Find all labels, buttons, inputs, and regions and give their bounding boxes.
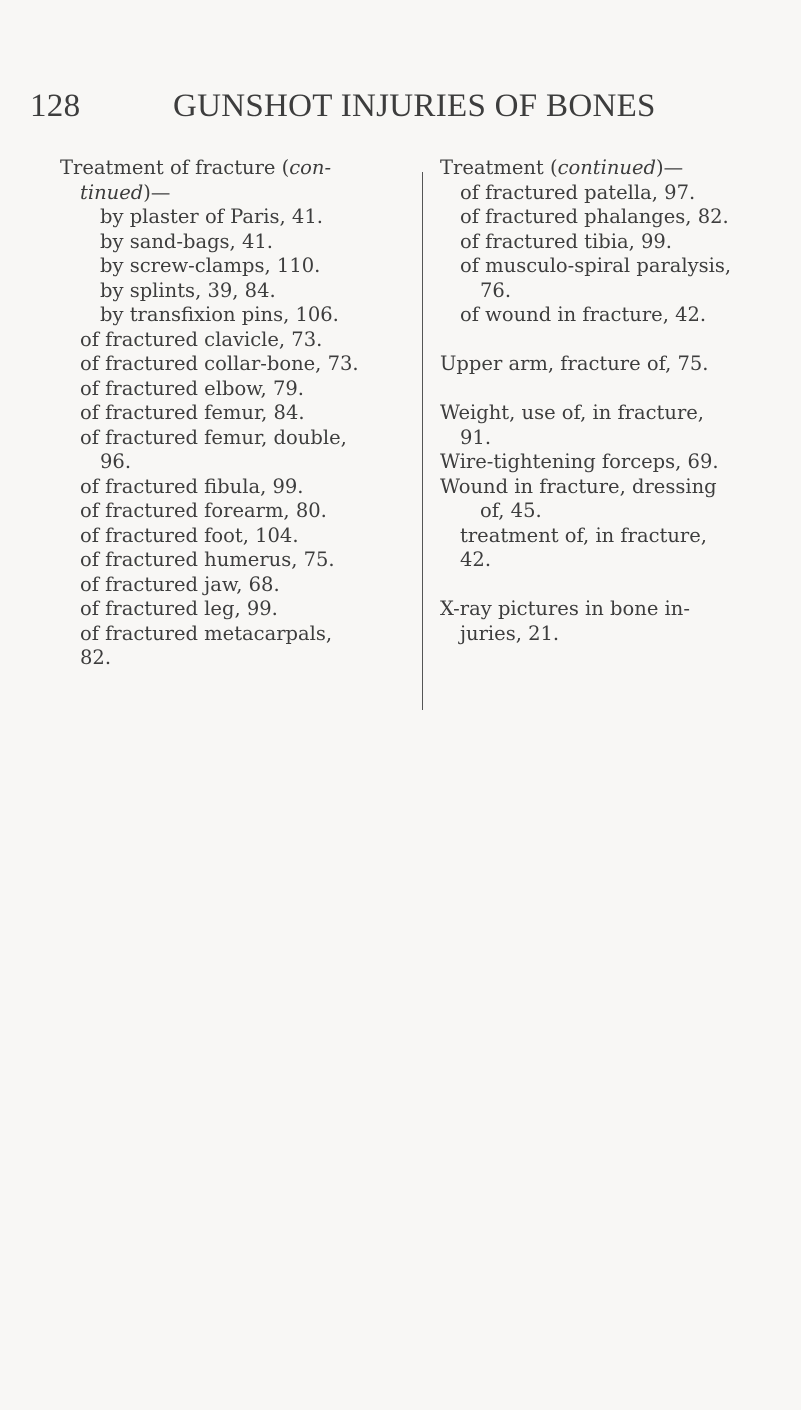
index-entry: of fractured metacarpals, [80, 621, 333, 645]
index-heading: Wound in fracture, dressing [440, 474, 717, 498]
index-entry: of musculo-spiral paralysis, [460, 254, 732, 277]
index-entry: treatment of, in fracture, [460, 523, 707, 547]
index-entry: of fractured femur, double, [80, 425, 347, 449]
index-entry-continuation: 82. [80, 646, 112, 669]
index-subentry: by splints, 39, 84. [100, 278, 276, 302]
index-entry: of fractured phalanges, 82. [460, 205, 729, 228]
index-entry: of fractured elbow, 79. [80, 376, 304, 400]
index-entry-continuation: 91. [460, 425, 492, 449]
index-column-left [60, 156, 410, 671]
index-heading: Weight, use of, in fracture, [440, 401, 705, 424]
index-entry: of fractured forearm, 80. [80, 499, 327, 522]
index-entry: of fractured femur, 84. [80, 401, 305, 424]
running-title: GUNSHOT INJURIES OF BONES [173, 88, 656, 124]
column-divider [422, 172, 423, 710]
index-entry-continuation: 96. [100, 450, 132, 473]
index-entry: of fractured clavicle, 73. [80, 327, 323, 351]
index-entry: of fractured humerus, 75. [80, 548, 335, 571]
index-heading: Treatment of fracture (con- [60, 156, 332, 179]
index-entry: of fractured patella, 97. [460, 180, 696, 204]
index-entry: of wound in fracture, 42. [460, 303, 707, 326]
index-subentry: by plaster of Paris, 41. [100, 205, 323, 228]
index-entry: of fractured leg, 99. [80, 597, 278, 620]
index-heading: Treatment (continued)— [440, 156, 684, 179]
index-entry-continuation: juries, 21. [460, 621, 560, 645]
index-subentry: by screw-clamps, 110. [100, 254, 321, 277]
index-entry: of fractured fibula, 99. [80, 474, 304, 498]
index-entry-continuation: 76. [480, 278, 512, 302]
running-header [30, 88, 770, 132]
index-subentry: by transfixion pins, 106. [100, 303, 339, 326]
index-heading: Wire-tightening forceps, 69. [440, 450, 719, 473]
index-entry: of fractured collar-bone, 73. [80, 352, 359, 375]
index-column-right [440, 156, 792, 646]
index-entry: of fractured foot, 104. [80, 523, 299, 547]
index-entry: of fractured tibia, 99. [460, 229, 673, 253]
index-heading: Upper arm, fracture of, 75. [440, 352, 709, 375]
index-entry-continuation: of, 45. [480, 499, 542, 522]
index-subentry: by sand-bags, 41. [100, 229, 273, 253]
index-heading-continuation: tinued)— [80, 180, 171, 204]
index-entry-continuation: 42. [460, 548, 492, 571]
index-heading: X-ray pictures in bone in- [440, 597, 690, 620]
page-number: 128 [30, 88, 81, 124]
index-entry: of fractured jaw, 68. [80, 572, 280, 596]
